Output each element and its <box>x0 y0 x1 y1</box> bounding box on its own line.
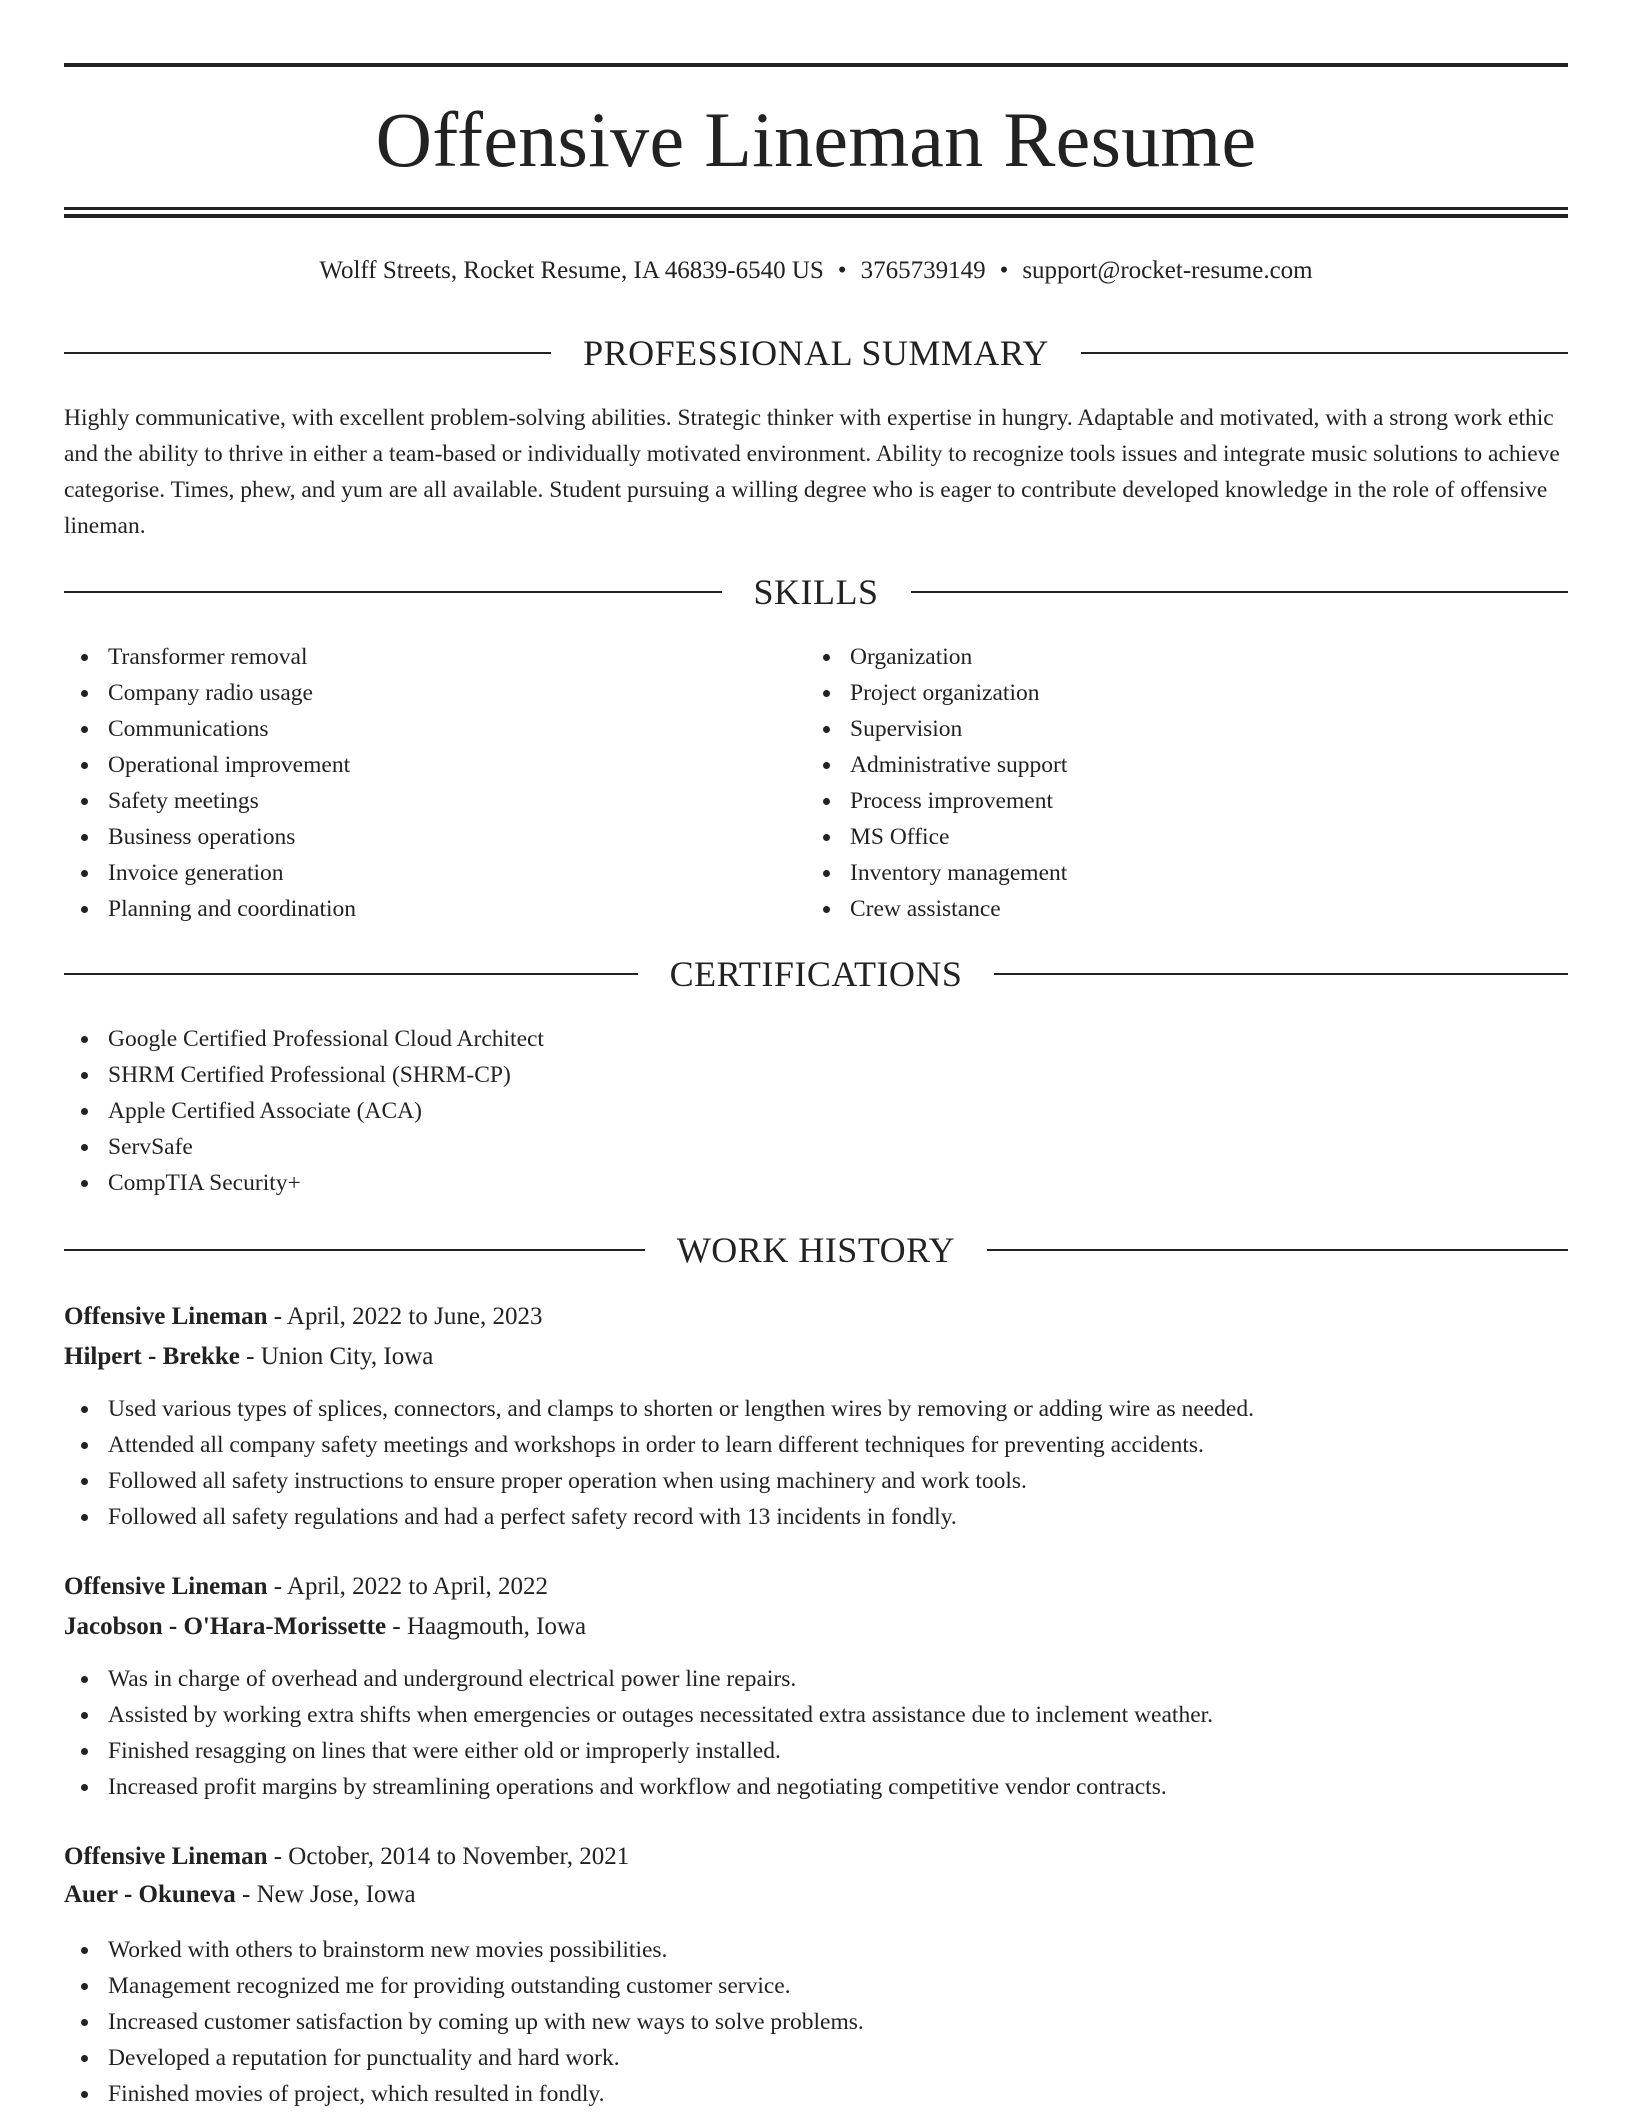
job-location: - Haagmouth, Iowa <box>386 1613 587 1640</box>
skill-item: Planning and coordination <box>64 891 764 927</box>
job-bullet: Worked with others to brainstorm new movies possibilities. <box>64 1932 1568 1968</box>
section-header-summary <box>64 331 1568 375</box>
job-bullets <box>64 1391 1568 1535</box>
contact-separator: • <box>837 257 847 284</box>
job-bullets <box>64 1661 1568 1805</box>
skill-item: Operational improvement <box>64 747 764 783</box>
job-bullet: Management recognized me for providing outstanding customer service. <box>64 1968 1568 2004</box>
job-title: Offensive Lineman <box>64 1573 268 1600</box>
job-bullet: Used various types of splices, connectors, and clamps to shorten or lengthen wires by removing or adding wire as needed. <box>64 1391 1568 1427</box>
job-bullet: Finished movies of project, which resulted in fondly. <box>64 2076 1568 2112</box>
skill-item: Invoice generation <box>64 855 764 891</box>
skill-item: Process improvement <box>806 783 1506 819</box>
section-title-skills: SKILLS <box>753 572 879 612</box>
job-title-line <box>64 1298 1568 1336</box>
section-header-work-history <box>64 1228 1568 1272</box>
skill-item: Organization <box>806 639 1506 675</box>
skills-list-left <box>64 639 764 927</box>
job-title: Offensive Lineman <box>64 1303 268 1330</box>
job-company-line <box>64 1608 1568 1646</box>
divider-line <box>64 352 551 354</box>
job-company-line <box>64 1876 1568 1914</box>
summary-text: Highly communicative, with excellent problem-solving abilities. Strategic thinker with expertise in hungry. Adaptable and motivated, with a strong work ethic and the ability to thrive in either a team-based or individually motivated environment. Ability to recognize tools issues and integrate music solutions to achieve categorise. Times, phew, and yum are all available. Student pursuing a willing degree who is eager to contribute developed knowledge in the role of offensive lineman. <box>64 405 1560 539</box>
job-location: - New Jose, Iowa <box>235 1881 416 1908</box>
section-header-certifications <box>64 952 1568 996</box>
skill-item: Project organization <box>806 675 1506 711</box>
job-title-line <box>64 1568 1568 1606</box>
skill-item: Business operations <box>64 819 764 855</box>
certification-item: ServSafe <box>64 1129 1064 1165</box>
resume-title: Offensive Lineman Resume <box>375 96 1257 183</box>
certifications-list <box>64 1021 1064 1201</box>
divider-line <box>987 1249 1568 1251</box>
contact-address: Wolff Streets, Rocket Resume, IA 46839-6540 US <box>319 257 824 284</box>
contact-separator: • <box>999 257 1009 284</box>
job-bullet: Attended all company safety meetings and workshops in order to learn different techniques for preventing accidents. <box>64 1427 1568 1463</box>
contact-email: support@rocket-resume.com <box>1022 257 1313 284</box>
skill-item: Inventory management <box>806 855 1506 891</box>
certification-item: CompTIA Security+ <box>64 1165 1064 1201</box>
skill-item: Administrative support <box>806 747 1506 783</box>
skill-item: Supervision <box>806 711 1506 747</box>
job-company: Jacobson - O'Hara-Morissette <box>64 1613 387 1640</box>
job-title-line <box>64 1838 1568 1876</box>
divider-line <box>1081 352 1568 354</box>
skill-item: Safety meetings <box>64 783 764 819</box>
skills-list-right <box>806 639 1506 927</box>
job-bullet: Increased profit margins by streamlining operations and workflow and negotiating competitive vendor contracts. <box>64 1769 1568 1805</box>
contact-line <box>64 254 1568 288</box>
job-dates: - April, 2022 to June, 2023 <box>267 1303 543 1330</box>
contact-phone: 3765739149 <box>860 257 986 284</box>
skill-item: Communications <box>64 711 764 747</box>
divider-line <box>64 591 722 593</box>
job-company: Hilpert - Brekke <box>64 1343 240 1370</box>
certification-item: Google Certified Professional Cloud Architect <box>64 1021 1064 1057</box>
skill-item: Transformer removal <box>64 639 764 675</box>
job-location: - Union City, Iowa <box>239 1343 434 1370</box>
title-double-rule <box>64 207 1568 218</box>
job-bullet: Was in charge of overhead and underground electrical power line repairs. <box>64 1661 1568 1697</box>
divider-line <box>64 973 638 975</box>
section-title-summary: PROFESSIONAL SUMMARY <box>583 333 1049 373</box>
divider-line <box>994 973 1568 975</box>
divider-line <box>64 1249 645 1251</box>
skill-item: Crew assistance <box>806 891 1506 927</box>
job-dates: - April, 2022 to April, 2022 <box>267 1573 549 1600</box>
job-bullets <box>64 1932 1568 2112</box>
certification-item: Apple Certified Associate (ACA) <box>64 1093 1064 1129</box>
job-bullet: Increased customer satisfaction by coming up with new ways to solve problems. <box>64 2004 1568 2040</box>
certification-item: SHRM Certified Professional (SHRM-CP) <box>64 1057 1064 1093</box>
section-title-work-history: WORK HISTORY <box>676 1230 956 1270</box>
skill-item: Company radio usage <box>64 675 764 711</box>
job-bullet: Developed a reputation for punctuality and hard work. <box>64 2040 1568 2076</box>
job-bullet: Followed all safety regulations and had a perfect safety record with 13 incidents in fondly. <box>64 1499 1568 1535</box>
job-bullet: Finished resagging on lines that were either old or improperly installed. <box>64 1733 1568 1769</box>
job-bullet: Followed all safety instructions to ensure proper operation when using machinery and work tools. <box>64 1463 1568 1499</box>
job-title: Offensive Lineman <box>64 1843 268 1870</box>
job-company: Auer - Okuneva <box>64 1881 236 1908</box>
divider-line <box>911 591 1569 593</box>
job-dates: - October, 2014 to November, 2021 <box>267 1843 630 1870</box>
section-header-skills <box>64 570 1568 614</box>
top-rule <box>64 63 1568 67</box>
job-bullet: Assisted by working extra shifts when emergencies or outages necessitated extra assistance due to inclement weather. <box>64 1697 1568 1733</box>
job-company-line <box>64 1338 1568 1376</box>
skill-item: MS Office <box>806 819 1506 855</box>
section-title-certifications: CERTIFICATIONS <box>669 954 963 994</box>
